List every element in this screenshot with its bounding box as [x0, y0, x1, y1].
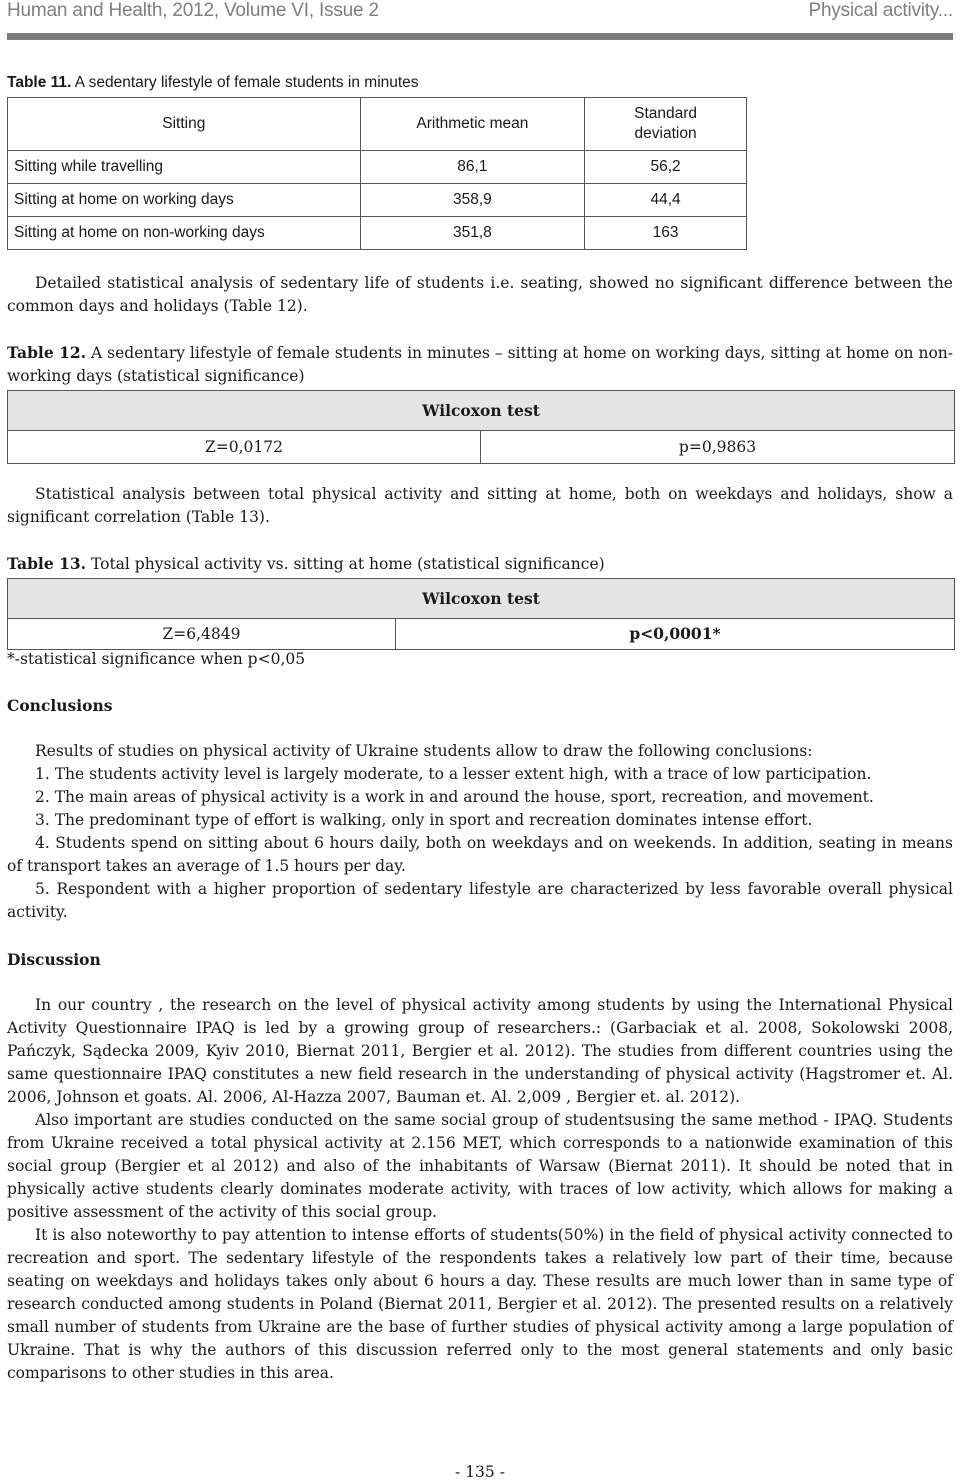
paragraph-correlation: Statistical analysis between total physical activity and sitting at home, both on weekdays and holidays, show a significant correlation (Table 13). [7, 485, 953, 526]
sd-cell: 56,2 [585, 151, 747, 184]
row-label: Sitting at home on working days [8, 184, 361, 217]
discussion-paragraph: Also important are studies conducted on the same social group of studentsusing the same method - IPAQ. Students from Ukraine received a total physical activity at 2.156 MET, which corresponds to a nationwide examination of this social group (Bergier et al 2012) and also of the inhabitants of Warsaw (Biernat 2011). It should be noted that in physically active students clearly dominates moderate activity, with traces of low activity, which allows for making a positive assessment of the activity of this social group. [7, 1111, 953, 1221]
table12-row [8, 431, 954, 463]
table13-row [8, 619, 954, 650]
table13-label: Table 13. [7, 554, 87, 573]
column-header: Standard deviation [585, 98, 747, 151]
table11-caption-text: A sedentary lifestyle of female students in minutes [71, 74, 419, 91]
sd-cell: 44,4 [585, 184, 747, 217]
row-label: Sitting at home on non-working days [8, 217, 361, 250]
list-item: 5. Respondent with a higher proportion of sedentary lifestyle are characterized by less favorable overall physical activity. [7, 880, 953, 921]
table11-label: Table 11. [7, 74, 72, 91]
mean-cell: 358,9 [360, 184, 585, 217]
table-row [8, 217, 747, 250]
table12 [7, 390, 955, 464]
column-header: Arithmetic mean [360, 98, 585, 151]
conclusions-intro: Results of studies on physical activity of Ukraine students allow to draw the following conclusions: [35, 742, 813, 760]
mean-cell: 351,8 [360, 217, 585, 250]
header-rule [7, 33, 953, 40]
p-value: p=0,9863 [678, 438, 757, 456]
list-item: 3. The predominant type of effort is walking, only in sport and recreation dominates intense effort. [35, 811, 813, 829]
column-header: Sitting [8, 98, 361, 151]
list-item: 4. Students spend on sitting about 6 hours daily, both on weekdays and on weekends. In addition, seating in means of transport takes an average of 1.5 hours per day. [7, 834, 953, 875]
table13-test-heading: Wilcoxon test [8, 579, 954, 619]
row-label: Sitting while travelling [8, 151, 361, 184]
page-number: - 135 - [455, 1463, 505, 1481]
discussion-heading: Discussion [7, 950, 101, 969]
table-row [8, 184, 747, 217]
z-value: Z=0,0172 [8, 431, 481, 463]
sd-cell: 163 [585, 217, 747, 250]
discussion-paragraph: In our country , the research on the level of physical activity among students by using the International Physical Activity Questionnaire IPAQ is led by a growing group of researchers.: (Garbaciak et al. 2008, Sokolowski 2008, Pańczyk, Sądecka 2009, Kyiv 2010, Biernat 2011, Bergier et al. 2012). The studies from different countries using the same questionnaire IPAQ constitutes a new field research in the understanding of physical activity (Hagstromer et. Al. 2006, Johnson et goats. Al. 2006, Al-Hazza 2007, Bauman et. Al. 2,009 , Bergier et. al. 2012). [7, 996, 953, 1106]
table12-test-heading: Wilcoxon test [8, 391, 954, 431]
list-item: 1. The students activity level is largely moderate, to a lesser extent high, with a trace of low participation. [35, 765, 872, 783]
discussion-paragraph: It is also noteworthy to pay attention to intense efforts of students(50%) in the field of physical activity connected to recreation and sport. The sedentary lifestyle of the respondents takes a relatively low part of their time, because seating on weekdays and holidays takes only about 6 hours a day. These results are much lower than in same type of research conducted among students in Poland (Biernat 2011, Bergier et al. 2012). The presented results on a relatively small number of students from Ukraine are the base of further studies of physical activity among a large population of Ukraine. That is why the authors of this discussion referred only to the most general statements and only basic comparisons to other studies in this area. [7, 1226, 953, 1382]
table12-caption-text: A sedentary lifestyle of female students in minutes – sitting at home on working days, sitting at home on non-working days (statistical significance) [7, 344, 953, 385]
table11-caption [7, 71, 419, 94]
table12-caption [7, 341, 953, 388]
paragraph-sedentary-analysis: Detailed statistical analysis of sedentary life of students i.e. seating, showed no significant difference between the common days and holidays (Table 12). [7, 274, 953, 315]
table13 [7, 578, 955, 650]
table12-label: Table 12. [7, 343, 87, 362]
list-item: 2. The main areas of physical activity is a work in and around the house, sport, recreation, and movement. [35, 788, 874, 806]
p-value: p<0,0001* [629, 624, 721, 643]
running-header [7, 0, 953, 26]
conclusions-heading: Conclusions [7, 696, 113, 715]
mean-cell: 86,1 [360, 151, 585, 184]
table13-caption-text: Total physical activity vs. sitting at home (statistical significance) [86, 555, 605, 573]
section-title: Physical activity... [808, 0, 953, 21]
table-header-row [8, 98, 747, 151]
table11 [7, 97, 747, 250]
table-row [8, 151, 747, 184]
table13-footnote: *-statistical significance when p<0,05 [7, 650, 306, 668]
conclusions-list [7, 763, 953, 924]
table13-caption [7, 552, 605, 576]
journal-title: Human and Health, 2012, Volume VI, Issue 2 [7, 0, 379, 21]
z-value: Z=6,4849 [8, 619, 396, 649]
